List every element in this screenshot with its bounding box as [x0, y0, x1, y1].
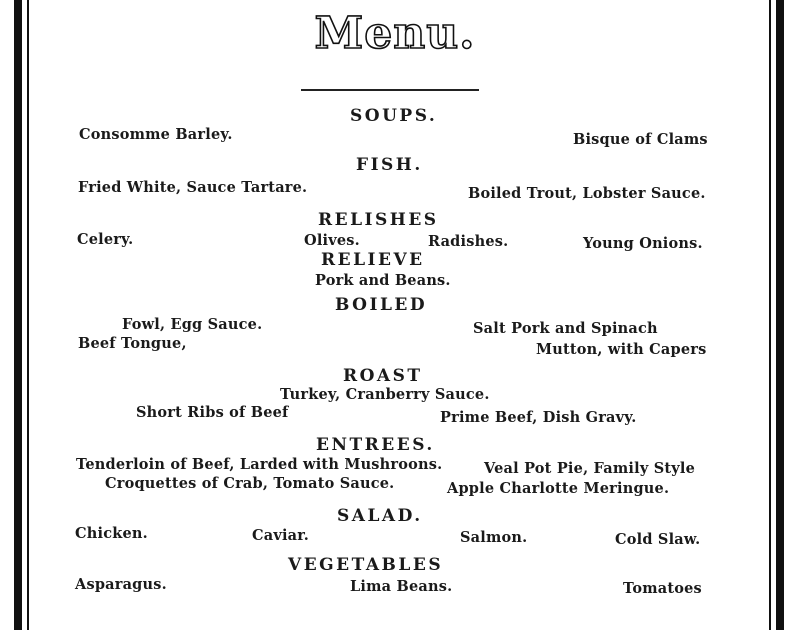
menu-item: Boiled Trout, Lobster Sauce. — [468, 185, 706, 202]
section-heading-roast: ROAST — [343, 366, 423, 386]
menu-item: Caviar. — [252, 527, 310, 544]
menu-item: Salt Pork and Spinach — [473, 320, 658, 337]
section-heading-relieve: RELIEVE — [321, 250, 425, 270]
menu-item: Tenderloin of Beef, Larded with Mushroons. — [76, 456, 443, 473]
menu-item: Celery. — [77, 231, 134, 248]
menu-item: Fried White, Sauce Tartare. — [78, 179, 308, 196]
section-heading-soups: SOUPS. — [350, 106, 438, 126]
menu-item: Olives. — [304, 232, 360, 249]
menu-item: Chicken. — [75, 525, 148, 542]
menu-item: Veal Pot Pie, Family Style — [484, 460, 696, 477]
menu-item: Apple Charlotte Meringue. — [447, 480, 670, 497]
menu-item: Young Onions. — [583, 235, 703, 252]
menu-item: Salmon. — [460, 529, 528, 546]
section-heading-relishes: RELISHES — [318, 210, 439, 230]
menu-item: Radishes. — [428, 233, 509, 250]
menu-item: Pork and Beans. — [315, 272, 451, 289]
menu-item: Prime Beef, Dish Gravy. — [440, 409, 637, 426]
menu-item: Asparagus. — [75, 576, 167, 593]
menu-item: Short Ribs of Beef — [136, 404, 289, 421]
section-heading-entrees: ENTREES. — [316, 435, 435, 455]
menu-title: Menu. — [314, 8, 476, 59]
menu-item: Turkey, Cranberry Sauce. — [280, 386, 490, 403]
title-divider — [301, 89, 479, 91]
menu-item: Cold Slaw. — [615, 531, 701, 548]
menu-item: Beef Tongue, — [78, 335, 187, 352]
menu-item: Tomatoes — [623, 580, 702, 597]
menu-item: Consomme Barley. — [79, 126, 233, 143]
menu-item: Lima Beans. — [350, 578, 453, 595]
menu-item: Mutton, with Capers — [536, 341, 707, 358]
menu-item: Croquettes of Crab, Tomato Sauce. — [105, 475, 395, 492]
menu-item: Bisque of Clams — [573, 131, 708, 148]
section-heading-salad: SALAD. — [337, 506, 423, 526]
section-heading-fish: FISH. — [356, 155, 423, 175]
section-heading-boiled: BOILED — [335, 295, 428, 315]
section-heading-vegetables: VEGETABLES — [288, 555, 444, 575]
menu-item: Fowl, Egg Sauce. — [122, 316, 263, 333]
